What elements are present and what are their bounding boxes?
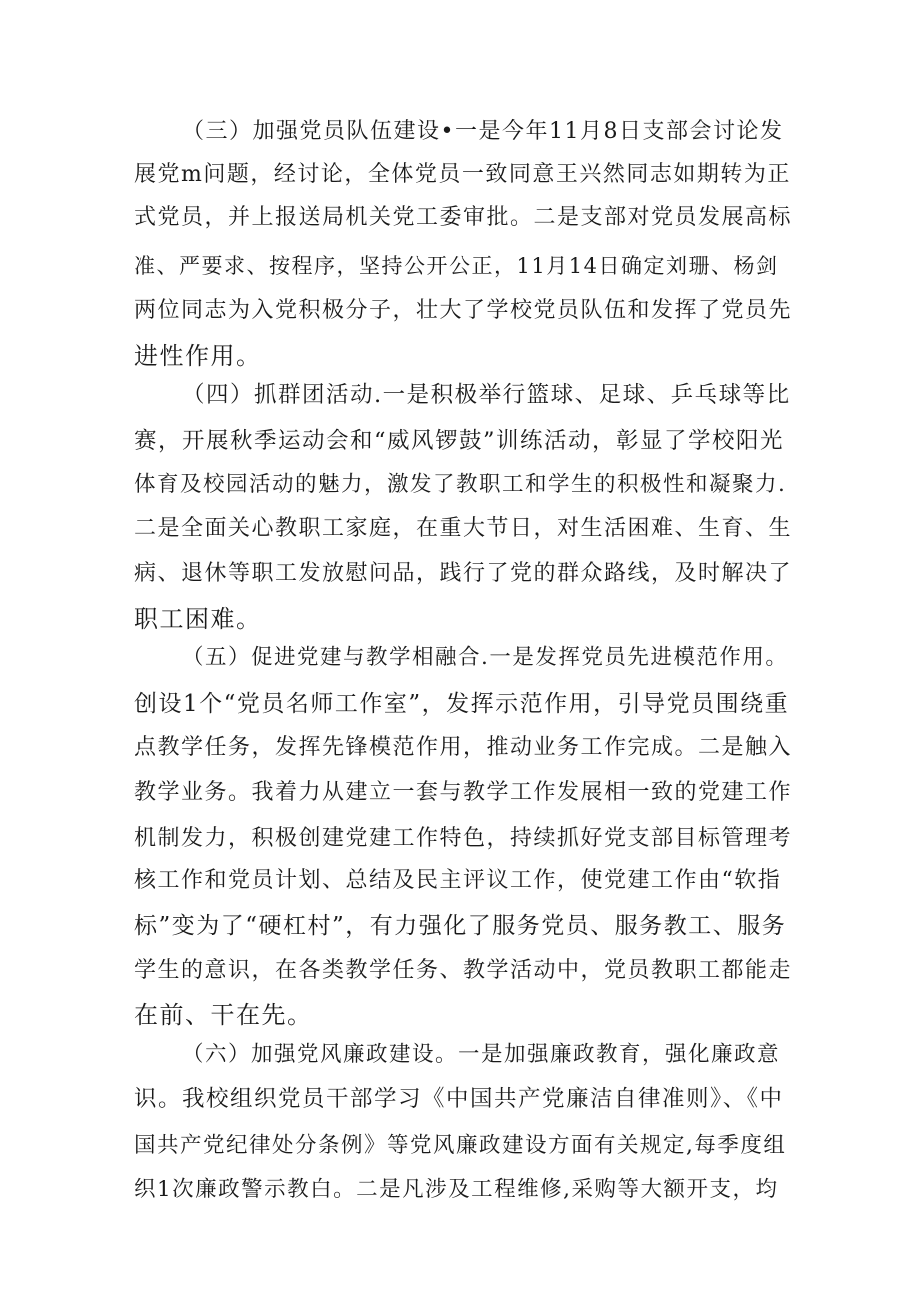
text-line: （六）加强党风廉政建设。一是加强廉政教育，强化廉政意 <box>182 1042 781 1067</box>
text-line: （三）加强党员队伍建设•一是今年11月8日支部会讨论发 <box>182 119 784 144</box>
text-line: 赛，开展秋季运动会和“威风锣鼓”训练活动，彰显了学校阳光 <box>134 428 785 454</box>
text-line: 点教学任务，发挥先锋模范作用，推动业务工作完成。二是触入 <box>134 735 793 760</box>
text-line: 国共产党纪律处分条例》等党风廉政建设方面有关规定,每季度组 <box>134 1133 787 1158</box>
text-line: 创设1个“党员名师工作室”，发挥示范作用，引导党员围绕重 <box>134 691 790 717</box>
text-line: 两位同志为入党积极分子，壮大了学校党员队伍和发挥了党员先 <box>134 298 793 323</box>
text-line: 体育及校园活动的魅力，激发了教职工和学生的积极性和凝聚力. <box>134 472 787 497</box>
text-line: 病、退休等职工发放慰问品，践行了党的群众路线，及时解决了 <box>134 561 793 586</box>
text-line: 准、严要求、按程序，坚持公开公正，11月14日确定刘珊、杨剑 <box>134 254 779 278</box>
text-line: 进性作用。 <box>134 342 262 370</box>
text-line: （五）促进党建与教学相融合.一是发挥党员先进模范作用。 <box>182 645 789 670</box>
text-line: 识。我校组织党员干部学习《中国共产党廉洁自律准则》、《中 <box>134 1086 784 1112</box>
text-line: 核工作和党员计划、总结及民主评议工作，使党建工作由“软指 <box>134 868 782 893</box>
text-line: 式党员，并上报送局机关党工委审批。二是支部对党员发展高标 <box>134 205 793 230</box>
text-line: （四）抓群团活动.一是积极举行篮球、足球、乒乓球等比 <box>182 382 791 408</box>
text-line: 职工困难。 <box>134 605 262 633</box>
text-line: 标”变为了“硬杠村”，有力强化了服务党员、服务教工、服务 <box>134 913 787 939</box>
text-line: 教学业务。我着力从建立一套与教学工作发展相一致的党建工作 <box>134 780 793 805</box>
text-line: 展党m问题，经讨论，全体党员一致同意王兴然同志如期转为正 <box>134 162 791 187</box>
text-line: 织1次廉政警示教白。二是凡涉及工程维修,采购等大额开支，均 <box>134 1177 779 1202</box>
text-line: 二是全面关心教职工家庭，在重大节日，对生活困难、生育、生 <box>134 516 793 541</box>
text-line: 机制发力，积极创建党建工作特色，持续抓好党支部目标管理考 <box>134 826 793 851</box>
text-line: 学生的意识，在各类教学任务、教学活动中，党员教职工都能走 <box>134 958 793 983</box>
text-line: 在前、干在先。 <box>134 1001 313 1029</box>
